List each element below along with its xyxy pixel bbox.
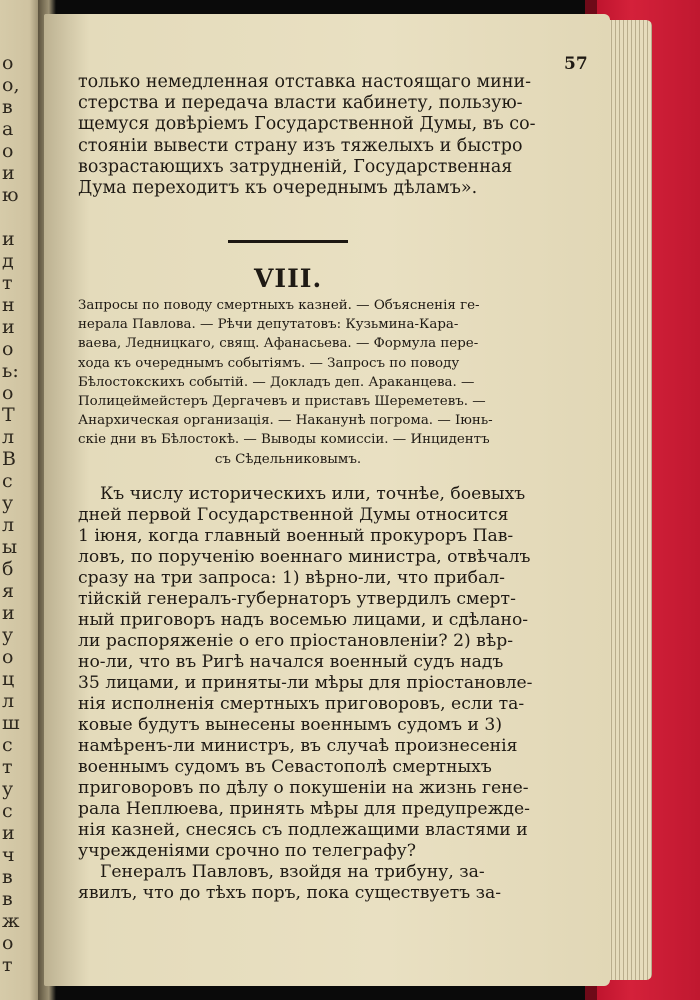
text-line: учрежденіями срочно по телеграфу? (78, 841, 416, 861)
left-page-fragment: д (2, 250, 14, 272)
left-page-fragment: о (2, 382, 14, 404)
left-page-fragment: и (2, 316, 15, 338)
left-page-fragment: в (2, 96, 13, 118)
left-page-fragment: о (2, 338, 14, 360)
text-line: 1 іюня, когда главный военный прокуроръ Пав- (78, 526, 514, 546)
left-page-fragment: ю (2, 184, 19, 206)
left-page-fragment: т (2, 954, 13, 976)
left-page-fragment: л (2, 690, 15, 712)
left-page-fragment: с (2, 734, 13, 756)
text-line: явилъ, что до тѣхъ поръ, пока существуетъ за- (78, 883, 502, 903)
top-paragraph (78, 72, 536, 199)
chapter-title: VIII. (254, 264, 323, 293)
text-line: стерства и передача власти кабинету, пользую- (78, 93, 523, 114)
text-line: но-ли, что въ Ригѣ начался военный судъ надъ (78, 652, 504, 672)
text-line: ный приговоръ надъ восемью лицами, и сдѣлано- (78, 610, 529, 630)
summary-line: съ Сѣдельниковымъ. (214, 451, 362, 467)
text-line: рала Неплюева, принять мѣры для предупрежде- (78, 799, 530, 819)
text-line: намѣренъ-ли министръ, въ случаѣ произнесенія (78, 736, 518, 756)
summary-line: Полицеймейстеръ Дергачевъ и приставъ Шереметевъ. — (78, 394, 486, 410)
left-page-fragment: л (2, 514, 15, 536)
text-line: Генералъ Павловъ, взойдя на трибуну, за- (100, 862, 485, 882)
chapter-summary (78, 296, 498, 469)
left-page-fragment: о (2, 140, 14, 162)
text-line: только немедленная отставка настоящаго мини- (78, 72, 532, 92)
summary-line: Запросы по поводу смертныхъ казней. — Объясненія ге- (78, 298, 480, 313)
left-page-fragment: ш (2, 712, 20, 734)
left-page-fragment: я (2, 580, 14, 602)
left-page-fragment: ж (2, 910, 20, 932)
book-page (44, 14, 610, 986)
text-line: тійскій генералъ-губернаторъ утвердилъ смерт- (78, 589, 516, 609)
left-page-fragment: у (2, 778, 14, 800)
left-page-fragment: н (2, 294, 15, 316)
text-line: ловъ, по порученію военнаго министра, отвѣчалъ (78, 547, 531, 567)
left-page-fragment: а (2, 118, 14, 140)
text-line: возрастающихъ затрудненій, Государственная (78, 156, 513, 177)
left-page-fragment: и (2, 822, 15, 844)
left-page-fragment: ы (2, 536, 18, 558)
left-facing-page (0, 0, 42, 1000)
left-page-fragment: в (2, 866, 13, 888)
left-page-fragment: у (2, 624, 14, 646)
left-page-fragment: с (2, 470, 13, 492)
left-page-fragment: Т (2, 404, 15, 426)
summary-line: Анархическая организація. — Наканунѣ погрома. — Іюнь- (78, 413, 493, 429)
left-page-fragment: с (2, 800, 13, 822)
left-page-fragment: т (2, 756, 13, 778)
left-page-fragment: и (2, 162, 15, 184)
text-line: дней первой Государственной Думы относится (78, 505, 509, 525)
summary-line: скіе дни въ Бѣлостокѣ. — Выводы комиссіи. — Инцидентъ (78, 432, 490, 448)
left-page-fragment: и (2, 602, 15, 624)
left-page-fragment: ь: (2, 360, 19, 382)
page-number: 57 (564, 54, 588, 74)
text-line: стояніи вывести страну изъ тяжелыхъ и быстро (78, 135, 523, 156)
summary-line: нерала Павлова. — Рѣчи депутатовъ: Кузьмина-Кара- (78, 317, 459, 333)
left-page-fragment: у (2, 492, 14, 514)
text-line: щемуся довѣріемъ Государственной Думы, въ со- (78, 114, 536, 135)
left-page-fragment: б (2, 558, 14, 580)
text-line: нія исполненія смертныхъ приговоровъ, если та- (78, 694, 525, 714)
left-page-fragment: в (2, 888, 13, 910)
summary-line: ваева, Ледницкаго, свящ. Афанасьева. — Формула пере- (78, 336, 479, 352)
text-line: Къ числу историческихъ или, точнѣе, боевыхъ (100, 484, 526, 504)
left-page-fragment: ч (2, 844, 15, 866)
section-divider (228, 240, 348, 243)
left-page-fragment: о (2, 646, 14, 668)
body-text (78, 484, 533, 904)
text-line: ковые будутъ вынесены военнымъ судомъ и 3) (78, 715, 503, 735)
left-page-fragment: о (2, 52, 14, 74)
text-line: нія казней, снесясь съ подлежащими властями и (78, 820, 528, 840)
text-line: 35 лицами, и приняты-ли мѣры для пріостановле- (78, 673, 533, 693)
summary-line: Бѣлостокскихъ событій. — Докладъ деп. Араканцева. — (78, 374, 475, 390)
text-line: приговоровъ по дѣлу о покушеніи на жизнь гене- (78, 778, 529, 798)
text-line: военнымъ судомъ въ Севастополѣ смертныхъ (78, 757, 492, 777)
left-page-fragment: о (2, 932, 14, 954)
summary-line: хода къ очереднымъ событіямъ. — Запросъ по поводу (78, 355, 460, 371)
left-page-fragment: ц (2, 668, 15, 690)
text-line: ли распоряженіе о его пріостановленіи? 2) вѣр- (78, 631, 514, 651)
text-line: Дума переходитъ къ очереднымъ дѣламъ». (78, 178, 478, 199)
left-page-fragment: В (2, 448, 16, 470)
left-page-fragment: т (2, 272, 13, 294)
text-line: сразу на три запроса: 1) вѣрно-ли, что прибал- (78, 568, 505, 588)
left-page-fragment: о, (2, 74, 20, 96)
left-page-fragment: и (2, 228, 15, 250)
left-page-fragment: л (2, 426, 15, 448)
